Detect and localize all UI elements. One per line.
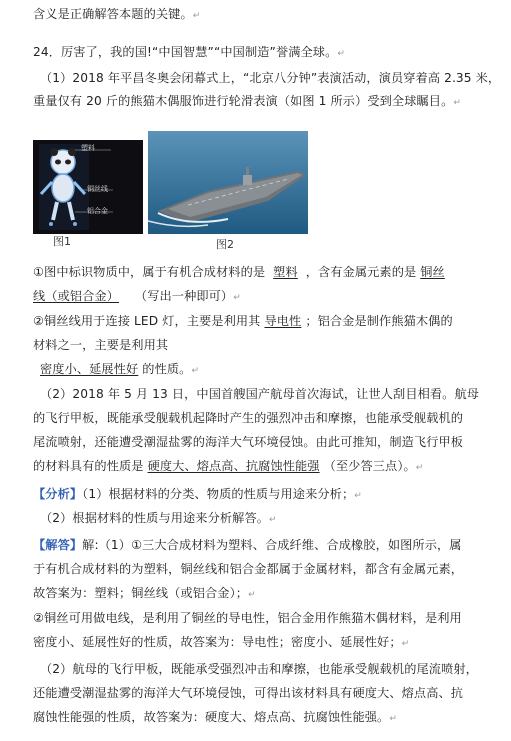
aircraft-carrier-image	[148, 131, 308, 234]
text-line: 含义是正确解答本题的关键。↵	[33, 7, 201, 21]
text-line: ②铜丝可用做电线，是利用了铜丝的导电性，铝合金用作熊猫木偶材料，是利用	[33, 611, 462, 625]
answer-blank: 硬度大、熔点高、抗腐蚀性能强	[147, 459, 320, 473]
answer-blank: 导电性	[264, 314, 302, 328]
text-line: 尾流喷射，还能遭受潮湿盐雾的海洋大气环境侵蚀。由此可推知，制造飞行甲板	[33, 435, 464, 449]
text-line: （1）2018 年平昌冬奥会闭幕式上，“北京八分钟”表演活动，演员穿着高 2.35 米，	[40, 71, 501, 85]
text-line: 于有机合成材料的为塑料，铜丝线和铝合金都属于金属材料，都含有金属元素，	[33, 562, 464, 576]
text-line: 线（或铝合金） （写出一种即可）↵	[33, 289, 241, 303]
answer-blank: 塑料	[273, 265, 298, 279]
answer-blank: 铜丝	[420, 265, 445, 279]
solution-line: 【解答】解:（1）①三大合成材料为塑料、合成纤维、合成橡胶，如图所示，属	[33, 538, 462, 552]
text-line: 的材料具有的性质是 硬度大、熔点高、抗腐蚀性能强 （至少答三点）。↵	[33, 459, 424, 473]
text-line: ②铜丝线用于连接 LED 灯，主要是利用其 导电性 ；铝合金是制作熊猫木偶的	[33, 314, 453, 328]
figure-2-caption: 图2	[216, 238, 234, 251]
text-line: 材料之一，主要是利用其	[33, 338, 169, 352]
text-line: 密度小、延展性好 的性质。↵	[40, 362, 200, 376]
text-line: 密度小、延展性好的性质，故答案为：导电性；密度小、延展性好；↵	[33, 635, 410, 649]
panda-label-plastic: 塑料	[81, 144, 95, 152]
text-line: ①图中标识物质中，属于有机合成材料的是 塑料 ，含有金属元素的是 铜丝	[33, 265, 445, 279]
answer-blank: 线（或铝合金）	[33, 289, 120, 303]
figure-1-caption: 图1	[53, 235, 71, 248]
text-line: 故答案为：塑料；铜丝线（或铝合金）；↵	[33, 586, 256, 600]
text-line: （2）2018 年 5 月 13 日，中国首艘国产航母首次海试，让世人刮目相看。航母	[40, 387, 480, 401]
answer-blank: 密度小、延展性好	[40, 362, 139, 376]
text-line: 重量仅有 20 斤的熊猫木偶服饰进行轮滑表演（如图 1 所示）受到全球瞩目。↵	[33, 94, 462, 108]
panda-label-aluminum-alloy: 铝合金	[87, 207, 108, 215]
figure-2-carrier	[148, 131, 308, 234]
solution-tag: 【解答】	[33, 538, 83, 552]
text-line: （2）根据材料的性质与用途来分析解答。↵	[40, 511, 277, 525]
text-line: 腐蚀性能强的性质，故答案为：硬度大、熔点高、抗腐蚀性能强。↵	[33, 710, 397, 724]
question-title: 24．厉害了，我的国!“中国智慧”“中国制造”誉满全球。↵	[33, 45, 346, 59]
panda-label-copper-wire: 铜丝线	[87, 185, 108, 193]
text-line: 还能遭受潮湿盐雾的海洋大气环境侵蚀，可得出该材料具有硬度大、熔点高、抗	[33, 686, 464, 700]
analysis-line: 【分析】（1）根据材料的分类、物质的性质与用途来分析；↵	[33, 487, 362, 501]
analysis-tag: 【分析】	[33, 487, 83, 501]
figure-1-panda	[33, 140, 143, 234]
text-line: 的飞行甲板，既能承受舰载机起降时产生的强烈冲击和摩擦，也能承受舰载机的	[33, 411, 464, 425]
text-line: （2）航母的飞行甲板，既能承受强烈冲击和摩擦，也能承受舰载机的尾流喷射，	[40, 662, 478, 676]
